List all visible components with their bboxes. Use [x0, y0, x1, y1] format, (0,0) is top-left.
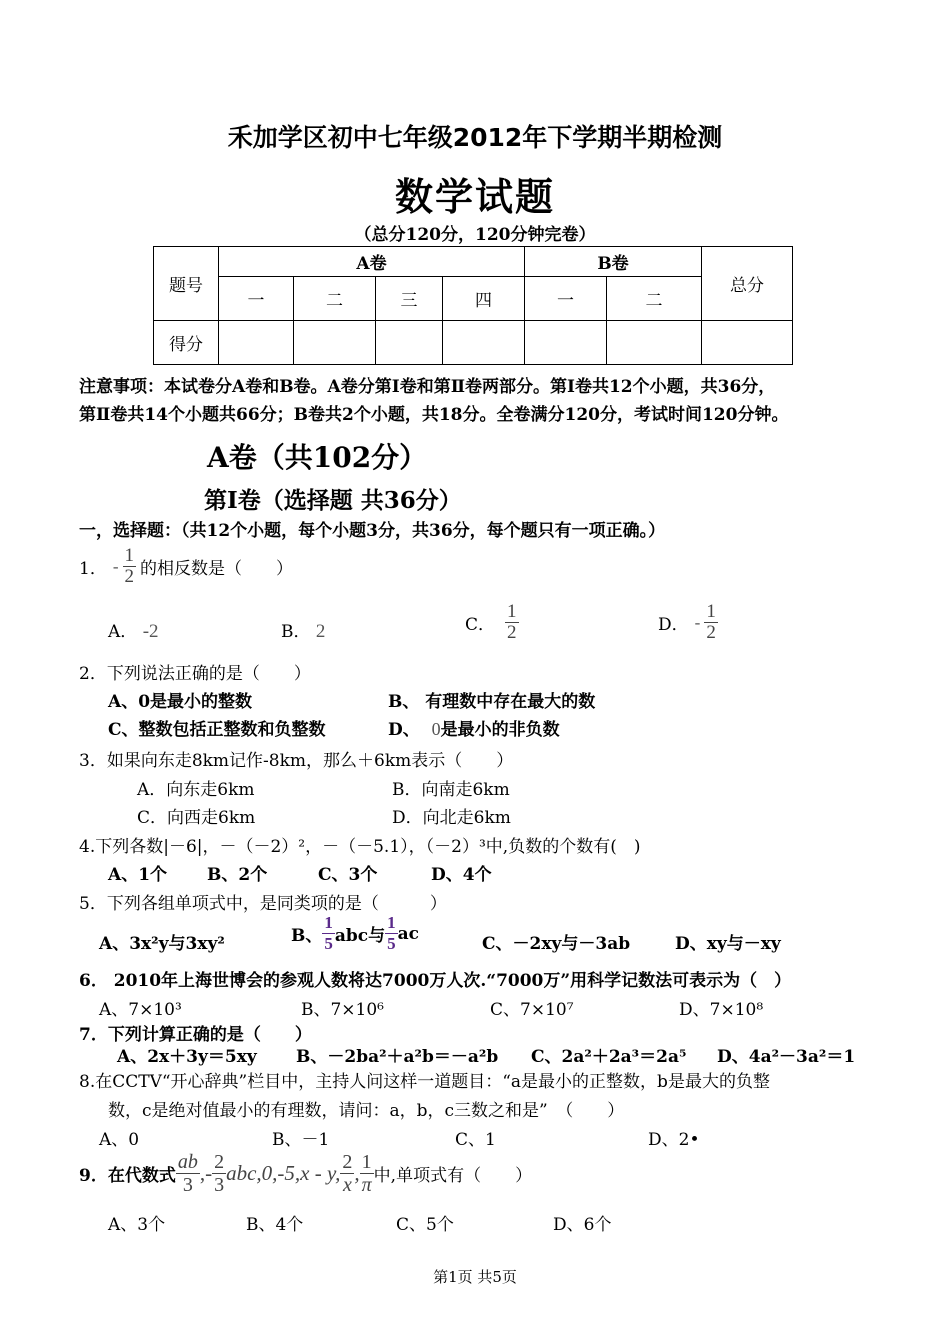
q8-option-c[interactable]: C、1: [455, 1130, 496, 1150]
q1-fraction-num: 1: [124, 545, 134, 566]
notice-line2: 第Ⅱ卷共14个小题共66分；B卷共2个小题，共18分。全卷满分120分，考试时间120分钟。: [79, 405, 789, 425]
score-table-a-col: 三: [376, 277, 443, 321]
q1-option-c[interactable]: [465, 602, 519, 643]
q2-option-d-zero: 0: [431, 719, 441, 739]
q3-option-a[interactable]: A．向东走6km: [137, 780, 255, 800]
q9-f2-num: 2: [214, 1151, 225, 1173]
q7-stem: 7．下列计算正确的是（ ）: [79, 1025, 312, 1045]
q1-d-den: 2: [706, 622, 716, 643]
q4-stem: 4.下列各数|－6|，－（－2）²，－（－5.1），（－2）³中,负数的个数有( ): [79, 837, 641, 857]
q8-option-d[interactable]: D、2•: [648, 1130, 700, 1150]
q9-option-c[interactable]: C、5个: [396, 1215, 454, 1235]
q1-fraction: [123, 546, 137, 587]
q1-option-b-value: 2: [315, 621, 326, 642]
score-table: [153, 246, 793, 365]
q4-option-a[interactable]: A、1个: [108, 865, 168, 885]
q9-f4-num: 1: [360, 1151, 374, 1174]
q9-f2-den: 3: [214, 1174, 225, 1196]
q5-stem: 5．下列各组单项式中，是同类项的是（ ）: [79, 894, 447, 914]
q1-option-c-label: C．: [465, 615, 496, 635]
q1-d-num: 1: [706, 601, 716, 622]
q2-option-d-label: D、: [388, 720, 420, 740]
score-table-b-col: 一: [525, 277, 607, 321]
q9-f1-den: 3: [182, 1174, 193, 1196]
score-cell[interactable]: [443, 321, 525, 365]
q9-f4-den: π: [361, 1174, 372, 1196]
q9-option-a[interactable]: A、3个: [108, 1215, 166, 1235]
page-footer: 第1页 共5页: [433, 1268, 517, 1286]
q1-c-den: 2: [507, 622, 517, 643]
q6-option-a[interactable]: A、7×10³: [99, 1000, 182, 1020]
q4-option-c[interactable]: C、3个: [318, 865, 378, 885]
q7-option-b[interactable]: B、－2ba²＋a²b＝－a²b: [296, 1047, 499, 1067]
q1-fraction-den: 2: [124, 566, 134, 587]
q5-option-a[interactable]: A、3x²y与3xy²: [99, 934, 225, 954]
q9-f1-num: ab: [177, 1151, 198, 1173]
q7-option-c[interactable]: C、2a²＋2a³＝2a⁵: [531, 1047, 687, 1067]
q9-fraction-2: [212, 1151, 226, 1196]
q7-option-d[interactable]: D、4a²－3a²＝1: [717, 1047, 856, 1067]
q5-option-d[interactable]: D、xy与－xy: [675, 934, 781, 954]
score-cell[interactable]: [219, 321, 294, 365]
q1-option-d-minus: -: [694, 612, 701, 632]
q9-terms: abc,0,-5,x - y,: [226, 1161, 341, 1185]
q1-option-d-fraction: [704, 602, 718, 643]
q7-option-a[interactable]: A、2x＋3y＝5xy: [117, 1047, 257, 1067]
q1-c-num: 1: [507, 601, 517, 622]
q3-option-b[interactable]: B．向南走6km: [392, 780, 510, 800]
q5-fraction-1: [322, 913, 335, 954]
q1-option-c-fraction: [505, 602, 519, 643]
q5-option-b[interactable]: [291, 913, 419, 954]
q3-option-c[interactable]: C．向西走6km: [137, 808, 256, 828]
q6-option-b[interactable]: B、7×10⁶: [301, 1000, 384, 1020]
q9-option-b[interactable]: B、4个: [246, 1215, 304, 1235]
q4-option-b[interactable]: B、2个: [207, 865, 268, 885]
score-table-total: 总分: [702, 247, 793, 321]
q1-option-d[interactable]: [658, 602, 718, 643]
q1-minus: -: [112, 556, 119, 576]
q1-number: 1．: [79, 559, 107, 579]
score-table-score-label: 得分: [154, 321, 219, 365]
q1-option-b[interactable]: [281, 617, 325, 643]
q9-stem-post: 中,单项式有（ ）: [373, 1166, 533, 1186]
question-1: [79, 546, 293, 587]
q8-option-b[interactable]: B、－1: [272, 1130, 330, 1150]
q5-f1-den: 5: [324, 934, 333, 953]
q8-option-a[interactable]: A、0: [99, 1130, 140, 1150]
q8-stem-line1: 8.在CCTV“开心辞典”栏目中，主持人问这样一道题目：“a是最小的正整数，b是最大的负整: [79, 1072, 770, 1092]
q5-f2-den: 5: [387, 934, 396, 953]
q9-f3-den: x: [342, 1174, 352, 1196]
score-table-group-a: A卷: [219, 247, 525, 277]
q9-f3-num: 2: [342, 1151, 353, 1173]
q5-option-c[interactable]: C、－2xy与－3ab: [482, 934, 631, 954]
q9-fraction-4: [360, 1151, 374, 1196]
q1-option-a-value: -2: [142, 621, 159, 642]
q5-f1-num: 1: [324, 913, 333, 932]
instruction: 一，选择题：（共12个小题，每个小题3分，共36分，每个题只有一项正确。）: [79, 521, 666, 541]
score-table-group-b: B卷: [525, 247, 702, 277]
exam-title-line1: 禾加学区初中七年级2012年下学期半期检测: [227, 123, 723, 152]
part1-heading: 第Ⅰ卷（选择题 共36分）: [204, 487, 462, 514]
q6-option-d[interactable]: D、7×10⁸: [679, 1000, 764, 1020]
q2-stem: 2．下列说法正确的是（ ）: [79, 664, 311, 684]
q6-stem: 6． 2010年上海世博会的参观人数将达7000万人次.“7000万”用科学记数法可表示为（ ）: [79, 971, 792, 991]
q3-option-d[interactable]: D．向北走6km: [392, 808, 511, 828]
q2-option-d[interactable]: [388, 715, 560, 740]
q2-option-a[interactable]: A、0是最小的整数: [108, 692, 253, 712]
section-a-heading: A卷（共102分）: [207, 441, 428, 474]
q9-option-d[interactable]: D、6个: [553, 1215, 612, 1235]
score-cell[interactable]: [525, 321, 607, 365]
q5-option-b-tail: ac: [397, 923, 420, 944]
notice-line1: 注意事项：本试卷分A卷和B卷。A卷分第Ⅰ卷和第Ⅱ卷两部分。第Ⅰ卷共12个小题，共36分，: [79, 377, 776, 397]
q5-fraction-2: [385, 913, 398, 954]
q5-option-b-label: B、: [291, 926, 323, 946]
q5-option-b-mid: abc与: [334, 926, 386, 946]
score-table-a-col: 四: [443, 277, 525, 321]
q9-stem-pre: 9．在代数式: [79, 1166, 176, 1186]
q1-option-a[interactable]: [108, 617, 159, 643]
score-cell[interactable]: [376, 321, 443, 365]
q1-option-b-label: B．: [281, 622, 311, 642]
q1-option-a-label: A．: [108, 622, 138, 642]
score-table-b-col: 二: [607, 277, 702, 321]
q2-option-b[interactable]: B、 有理数中存在最大的数: [388, 692, 596, 712]
exam-subtitle: （总分120分，120分钟完卷）: [354, 225, 596, 245]
score-cell[interactable]: [702, 321, 793, 365]
score-table-a-col: 二: [294, 277, 376, 321]
question-9: [79, 1151, 532, 1196]
q3-stem: 3．如果向东走8km记作-8km，那么＋6km表示（ ）: [79, 751, 514, 771]
q2-option-c[interactable]: C、整数包括正整数和负整数: [108, 720, 326, 740]
score-table-q-label: 题号: [154, 247, 219, 321]
q4-option-d[interactable]: D、4个: [431, 865, 492, 885]
q5-f2-num: 1: [387, 913, 396, 932]
q1-option-d-label: D．: [658, 615, 689, 635]
q6-option-c[interactable]: C、7×10⁷: [490, 1000, 574, 1020]
q8-stem-line2: 数，c是绝对值最小的有理数，请问：a，b，c三数之和是” （ ）: [108, 1101, 625, 1121]
q1-stem-tail: 的相反数是（ ）: [140, 559, 293, 579]
q9-sep-3: ,: [354, 1161, 360, 1185]
score-cell[interactable]: [294, 321, 376, 365]
q9-sep-1: ,-: [199, 1161, 213, 1185]
q2-option-d-text: 是最小的非负数: [440, 720, 560, 740]
q9-fraction-1: [176, 1151, 200, 1196]
q9-fraction-3: [340, 1151, 354, 1196]
score-cell[interactable]: [607, 321, 702, 365]
score-table-a-col: 一: [219, 277, 294, 321]
exam-title-line2: 数学试题: [394, 175, 555, 219]
